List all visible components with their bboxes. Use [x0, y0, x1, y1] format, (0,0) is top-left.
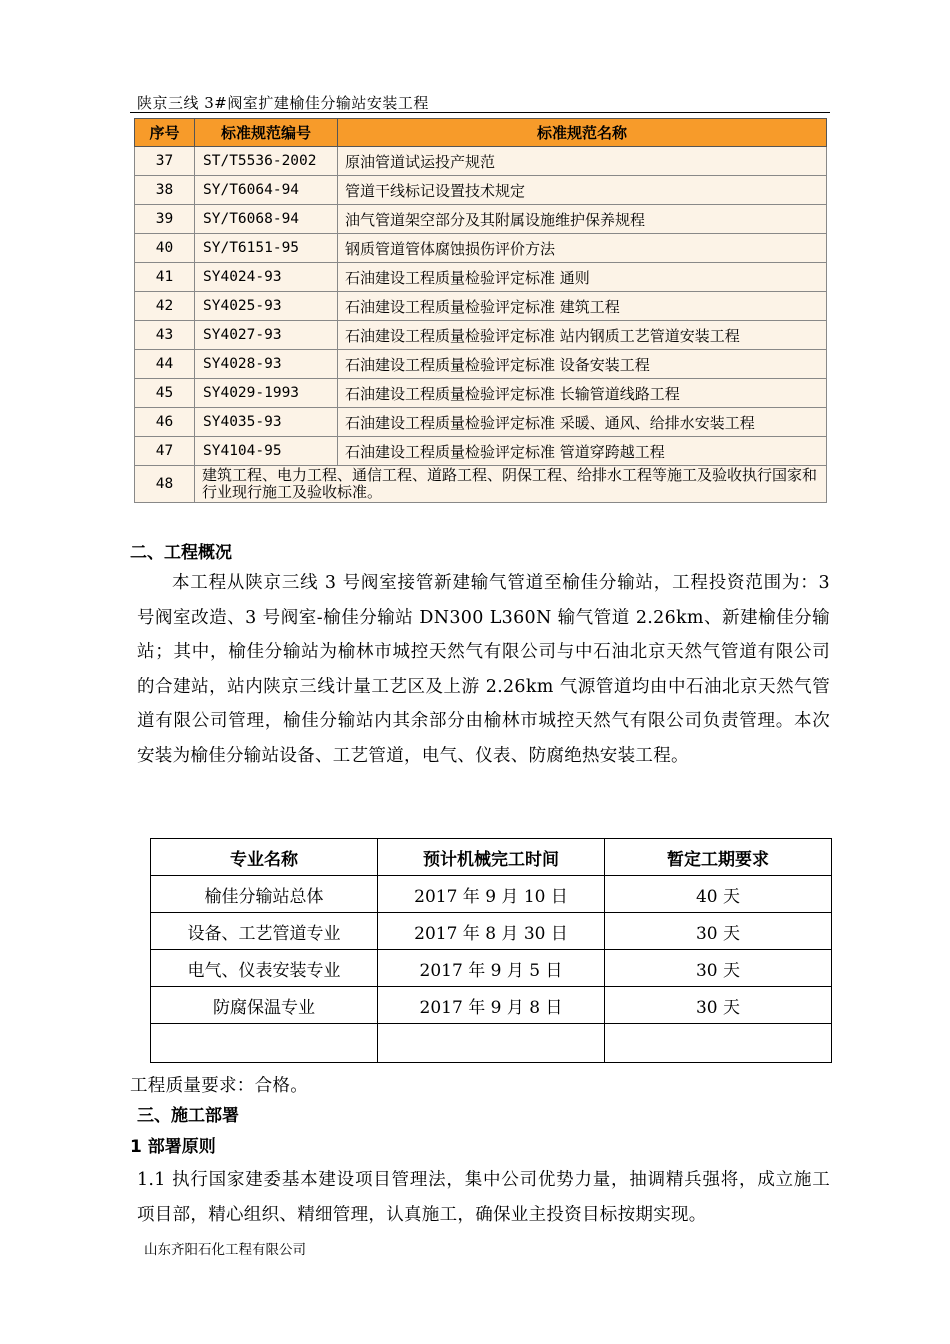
standards-table-body: [135, 147, 827, 503]
standard-code: SY/T6064-94: [195, 176, 338, 205]
standard-name: 石油建设工程质量检验评定标准 采暖、通风、给排水安装工程: [338, 408, 827, 437]
completion-date: 2017 年 8 月 30 日: [378, 913, 605, 950]
schedule-table-header-row: [151, 839, 832, 876]
table-row: [135, 379, 827, 408]
table-row: [135, 437, 827, 466]
row-number: 37: [135, 147, 195, 176]
column-header-completion: 预计机械完工时间: [378, 839, 605, 876]
standard-name: 油气管道架空部分及其附属设施维护保养规程: [338, 205, 827, 234]
row-number: 39: [135, 205, 195, 234]
table-row: [135, 205, 827, 234]
table-row: [135, 263, 827, 292]
standard-code: SY4027-93: [195, 321, 338, 350]
empty-cell: [605, 1024, 832, 1063]
table-row: [135, 176, 827, 205]
header-divider: [130, 112, 830, 113]
discipline-name: 设备、工艺管道专业: [151, 913, 378, 950]
table-row: [151, 987, 832, 1024]
standard-name: 石油建设工程质量检验评定标准 通则: [338, 263, 827, 292]
column-header-name: 标准规范名称: [338, 119, 827, 147]
column-header-no: 序号: [135, 119, 195, 147]
row-number: 44: [135, 350, 195, 379]
row-number: 38: [135, 176, 195, 205]
schedule-table-body: [151, 876, 832, 1063]
row-number: 48: [135, 466, 195, 503]
standard-name: 原油管道试运投产规范: [338, 147, 827, 176]
standards-table-header-row: [135, 119, 827, 147]
standard-name: 石油建设工程质量检验评定标准 建筑工程: [338, 292, 827, 321]
standard-code: SY4035-93: [195, 408, 338, 437]
empty-cell: [378, 1024, 605, 1063]
empty-table-row: [151, 1024, 832, 1063]
standard-name: 石油建设工程质量检验评定标准 管道穿跨越工程: [338, 437, 827, 466]
document-header-title: 陕京三线 3#阀室扩建榆佳分输站安装工程: [137, 94, 429, 112]
column-header-period: 暂定工期要求: [605, 839, 832, 876]
row-number: 45: [135, 379, 195, 408]
standard-code: SY/T6151-95: [195, 234, 338, 263]
table-row: [151, 913, 832, 950]
standard-code: SY/T6068-94: [195, 205, 338, 234]
standard-code: SY4024-93: [195, 263, 338, 292]
table-row: [151, 876, 832, 913]
row-number: 40: [135, 234, 195, 263]
completion-date: 2017 年 9 月 10 日: [378, 876, 605, 913]
table-row: [135, 234, 827, 263]
row-number: 46: [135, 408, 195, 437]
row-number: 42: [135, 292, 195, 321]
table-row: [135, 321, 827, 350]
discipline-name: 防腐保温专业: [151, 987, 378, 1024]
completion-date: 2017 年 9 月 5 日: [378, 950, 605, 987]
period-requirement: 30 天: [605, 987, 832, 1024]
schedule-table: [150, 838, 832, 1063]
standard-code: SY4025-93: [195, 292, 338, 321]
principle-item-1-1: 1.1 执行国家建委基本建设项目管理法，集中公司优势力量，抽调精兵强将，成立施工项目部，精心组织、精细管理，认真施工，确保业主投资目标按期实现。: [137, 1170, 830, 1225]
row-number: 47: [135, 437, 195, 466]
column-header-discipline: 专业名称: [151, 839, 378, 876]
standard-name: 石油建设工程质量检验评定标准 设备安装工程: [338, 350, 827, 379]
table-row: [135, 408, 827, 437]
overview-paragraph: 本工程从陕京三线 3 号阀室接管新建输气管道至榆佳分输站，工程投资范围为：3 号阀室改造、3 号阀室-榆佳分输站 DN300 L360N 输气管道 2.26km、新建榆佳分输站；其中，榆佳分输站为榆林市城控天然气有限公司与中石油北京天然气管道有限公司的合建站，站内陕京三线计量工艺区及上游 2.26km 气源管道均由中石油北京天然气管道有限公司管理，榆佳分输站内其余部分由榆林市城控天然气有限公司负责管理。本次安装为榆佳分输站设备、工艺管道，电气、仪表、防腐绝热安装工程。: [137, 573, 830, 766]
standard-name: 管道干线标记设置技术规定: [338, 176, 827, 205]
standard-code: SY4029-1993: [195, 379, 338, 408]
discipline-name: 榆佳分输站总体: [151, 876, 378, 913]
column-header-code: 标准规范编号: [195, 119, 338, 147]
table-row: [135, 466, 827, 503]
standard-merged-note: 建筑工程、电力工程、通信工程、道路工程、阴保工程、给排水工程等施工及验收执行国家和行业现行施工及验收标准。: [195, 466, 827, 503]
standard-code: SY4104-95: [195, 437, 338, 466]
standard-name: 石油建设工程质量检验评定标准 长输管道线路工程: [338, 379, 827, 408]
table-row: [151, 950, 832, 987]
empty-cell: [151, 1024, 378, 1063]
discipline-name: 电气、仪表安装专业: [151, 950, 378, 987]
subsection-title-principles: 1 部署原则: [130, 1137, 216, 1157]
section-title-overview: 二、工程概况: [130, 543, 232, 563]
period-requirement: 40 天: [605, 876, 832, 913]
standard-code: SY4028-93: [195, 350, 338, 379]
period-requirement: 30 天: [605, 913, 832, 950]
quality-requirement: 工程质量要求：合格。: [130, 1076, 308, 1096]
table-row: [135, 350, 827, 379]
row-number: 43: [135, 321, 195, 350]
table-row: [135, 292, 827, 321]
footer-company: 山东齐阳石化工程有限公司: [144, 1242, 306, 1258]
table-row: [135, 147, 827, 176]
standard-name: 石油建设工程质量检验评定标准 站内钢质工艺管道安装工程: [338, 321, 827, 350]
standard-code: ST/T5536-2002: [195, 147, 338, 176]
standards-table: [134, 118, 827, 503]
row-number: 41: [135, 263, 195, 292]
completion-date: 2017 年 9 月 8 日: [378, 987, 605, 1024]
standard-name: 钢质管道管体腐蚀损伤评价方法: [338, 234, 827, 263]
section-title-deployment: 三、施工部署: [137, 1106, 239, 1126]
period-requirement: 30 天: [605, 950, 832, 987]
